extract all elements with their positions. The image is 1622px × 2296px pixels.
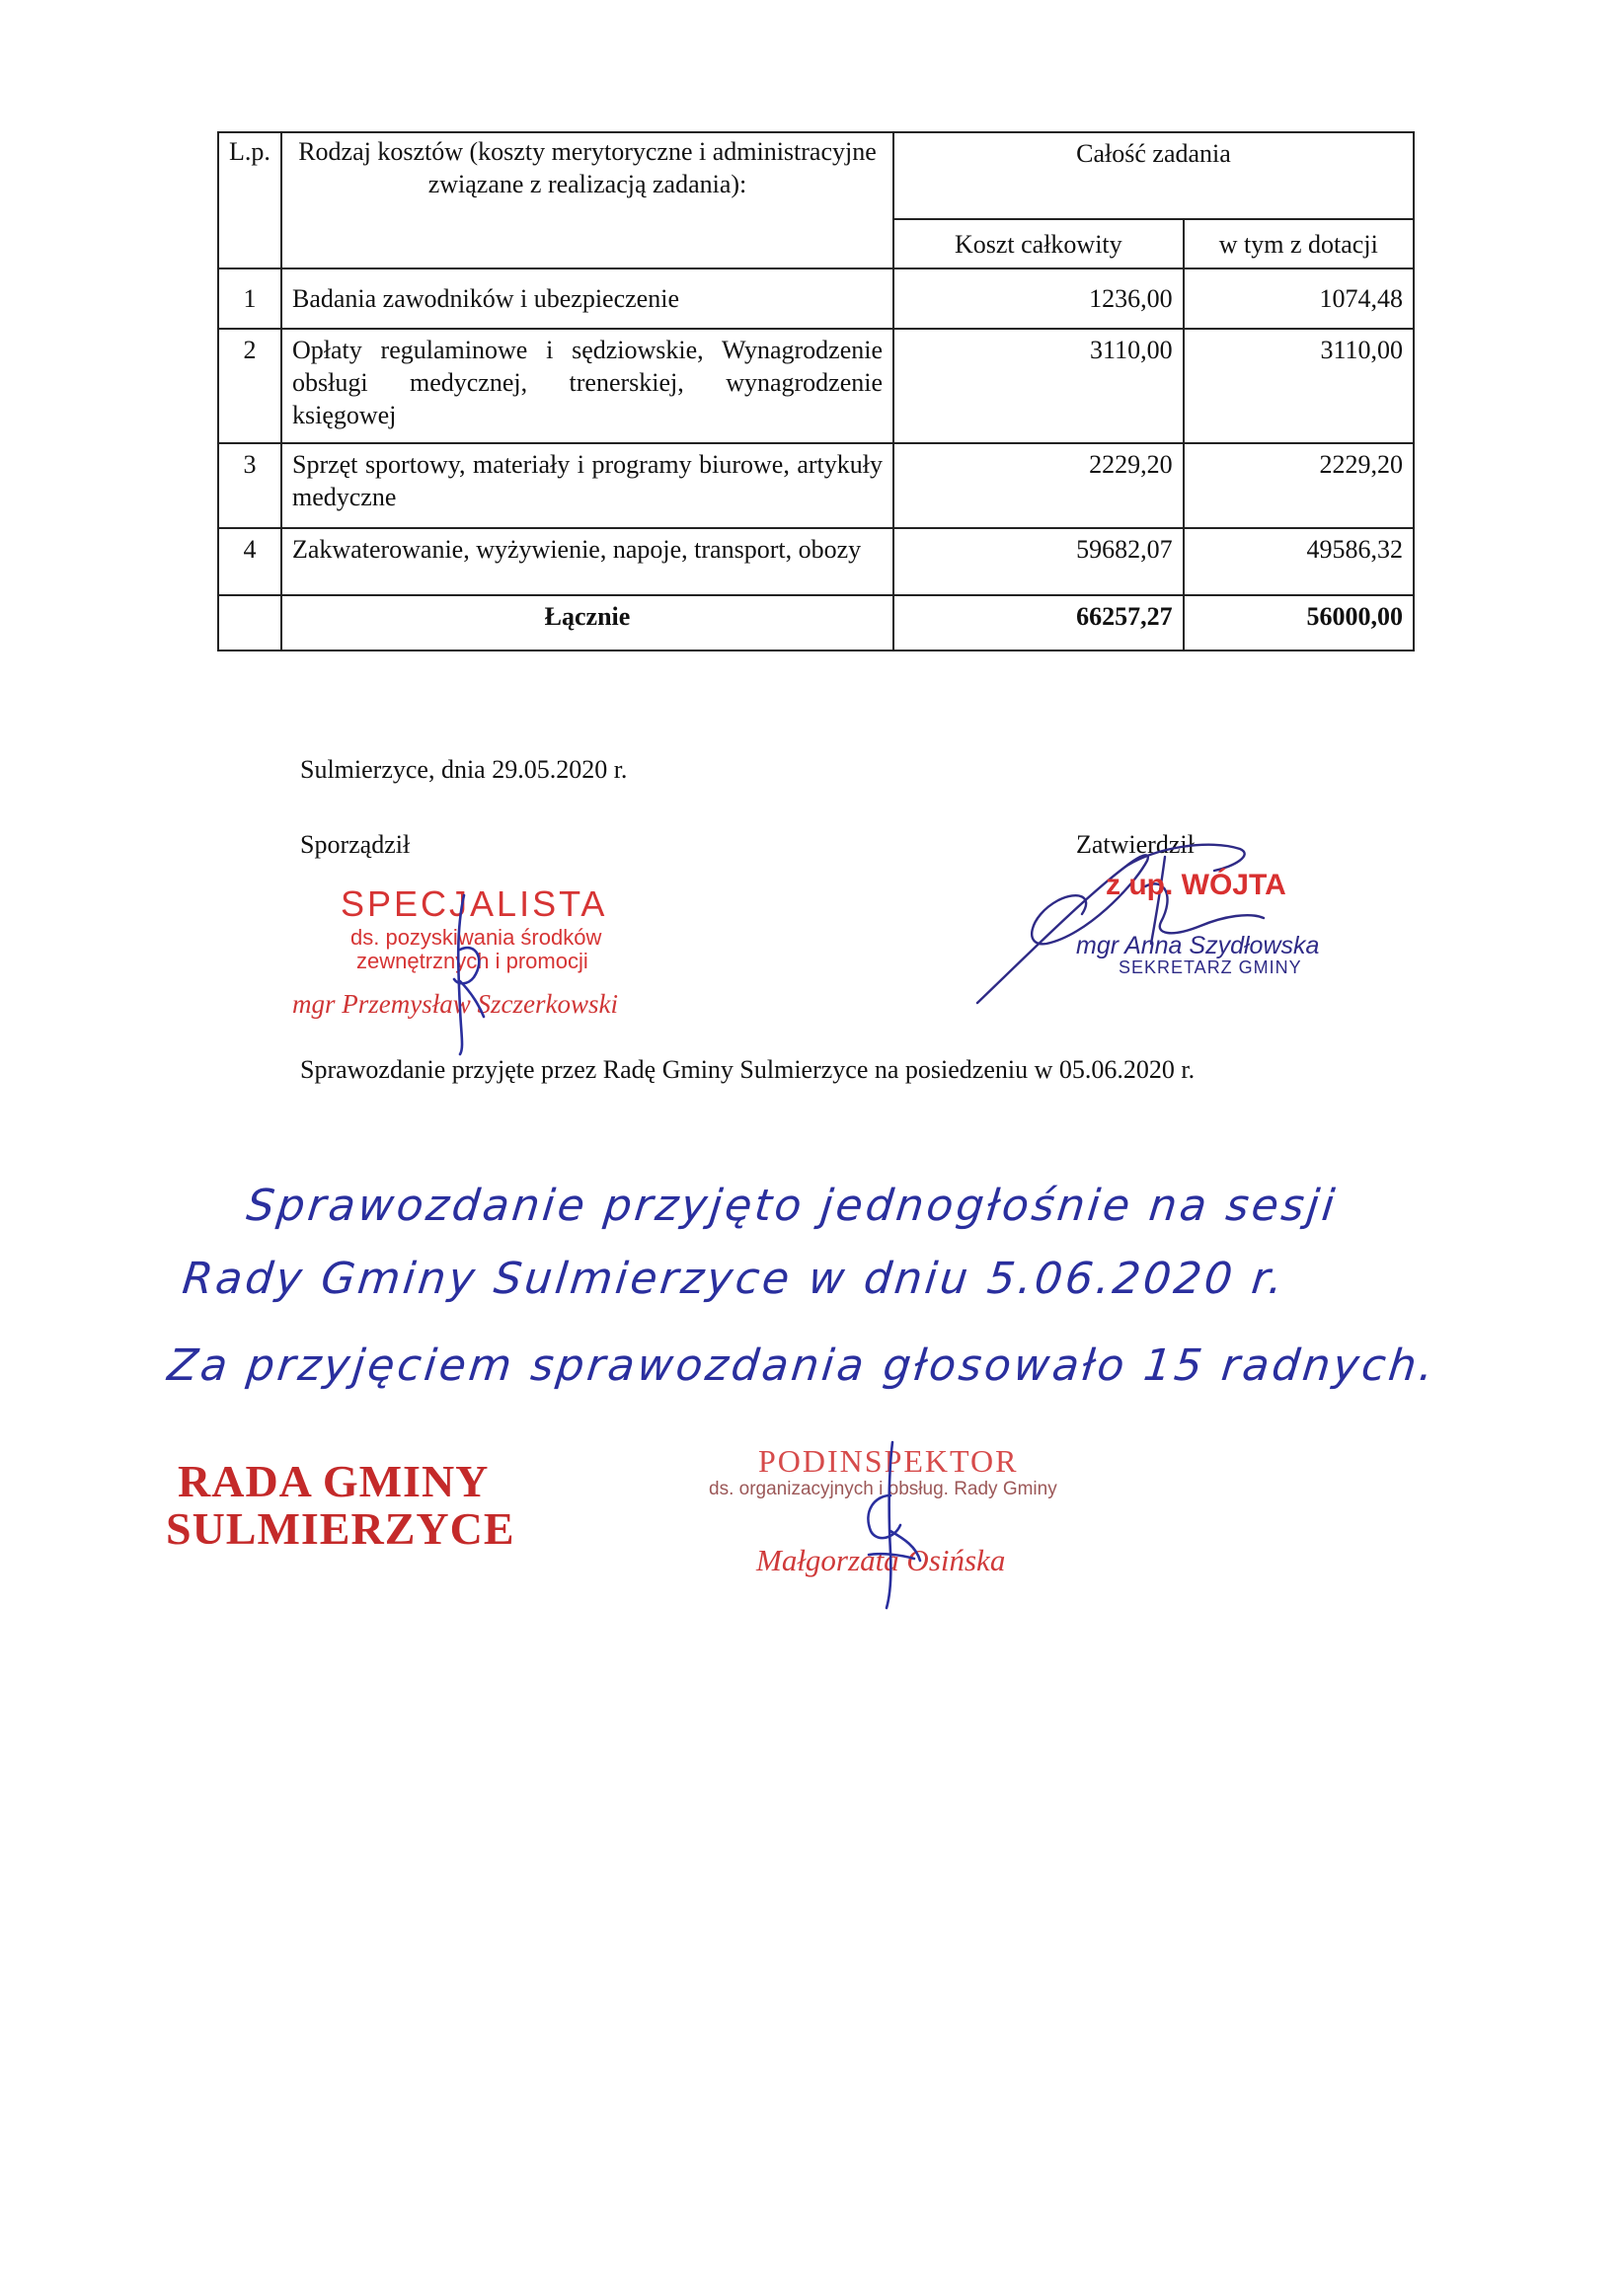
stamp-specjalista-title: SPECJALISTA xyxy=(341,883,608,924)
report-accepted-text: Sprawozdanie przyjęte przez Radę Gminy Sulmierzyce na posiedzeniu w 05.06.2020 r. xyxy=(300,1055,1196,1084)
row-desc: Opłaty regulaminowe i sędziowskie, Wynagrodzenie obsługi medycznej, trenerskiej, wynagrodzenie księgowej xyxy=(281,329,893,443)
row-grant: 49586,32 xyxy=(1184,528,1414,595)
stamp-specjalista-dept-line2: zewnętrznych i promocji xyxy=(356,949,588,973)
row-lp: 1 xyxy=(218,268,281,329)
handwritten-line-1: Sprawozdanie przyjęto jednogłośnie na sesji xyxy=(244,1181,1341,1231)
signature-inspector xyxy=(849,1436,928,1614)
cost-table xyxy=(217,131,1415,651)
row-desc: Zakwaterowanie, wyżywienie, napoje, transport, obozy xyxy=(281,528,893,595)
table-row xyxy=(218,528,1414,595)
stamp-council-line2: SULMIERZYCE xyxy=(166,1503,515,1554)
row-grant: 2229,20 xyxy=(1184,443,1414,528)
row-desc: Sprzęt sportowy, materiały i programy biurowe, artykuły medyczne xyxy=(281,443,893,528)
row-lp: 3 xyxy=(218,443,281,528)
row-grant: 3110,00 xyxy=(1184,329,1414,443)
table-row xyxy=(218,329,1414,443)
row-total: 59682,07 xyxy=(893,528,1184,595)
prepared-by-label: Sporządził xyxy=(300,830,411,859)
stamp-wojt-name: mgr Anna Szydłowska xyxy=(1076,932,1320,959)
sum-lp-empty xyxy=(218,595,281,651)
header-whole-task: Całość zadania xyxy=(893,132,1414,219)
signature-wojt xyxy=(967,827,1283,1015)
handwritten-line-3: Za przyjęciem sprawozdania głosowało 15 radnych. xyxy=(165,1340,1439,1391)
row-lp: 2 xyxy=(218,329,281,443)
place-date: Sulmierzyce, dnia 29.05.2020 r. xyxy=(300,755,628,784)
stamp-inspector-dept: ds. organizacyjnych i obsług. Rady Gminy xyxy=(709,1479,1057,1499)
row-grant: 1074,48 xyxy=(1184,268,1414,329)
header-from-grant: w tym z dotacji xyxy=(1184,219,1414,268)
row-total: 2229,20 xyxy=(893,443,1184,528)
table-header-row xyxy=(218,132,1414,219)
row-desc: Badania zawodników i ubezpieczenie xyxy=(281,268,893,329)
stamp-wojt-title: z up. WÓJTA xyxy=(1106,869,1286,901)
sum-grant: 56000,00 xyxy=(1184,595,1414,651)
stamp-specjalista-name: mgr Przemysław Szczerkowski xyxy=(292,989,618,1019)
row-total: 3110,00 xyxy=(893,329,1184,443)
header-lp: L.p. xyxy=(218,132,281,268)
table-sum-row xyxy=(218,595,1414,651)
approved-by-label: Zatwierdził xyxy=(1076,830,1195,859)
table-row xyxy=(218,443,1414,528)
header-cost-type: Rodzaj kosztów (koszty merytoryczne i administracyjne związane z realizacją zadania): xyxy=(281,132,893,268)
stamp-council-line1: RADA GMINY xyxy=(178,1456,490,1506)
row-lp: 4 xyxy=(218,528,281,595)
sum-label: Łącznie xyxy=(281,595,893,651)
row-total: 1236,00 xyxy=(893,268,1184,329)
stamp-inspector-name: Małgorzata Osińska xyxy=(756,1543,1006,1577)
signature-specjalista xyxy=(434,890,494,1058)
stamp-wojt-position: SEKRETARZ GMINY xyxy=(1119,957,1302,977)
table-row xyxy=(218,268,1414,329)
header-total-cost: Koszt całkowity xyxy=(893,219,1184,268)
stamp-inspector-title: PODINSPEKTOR xyxy=(758,1443,1019,1479)
handwritten-line-2: Rady Gminy Sulmierzyce w dniu 5.06.2020 r. xyxy=(180,1254,1288,1304)
sum-total: 66257,27 xyxy=(893,595,1184,651)
stamp-specjalista-dept-line1: ds. pozyskiwania środków xyxy=(350,925,602,950)
